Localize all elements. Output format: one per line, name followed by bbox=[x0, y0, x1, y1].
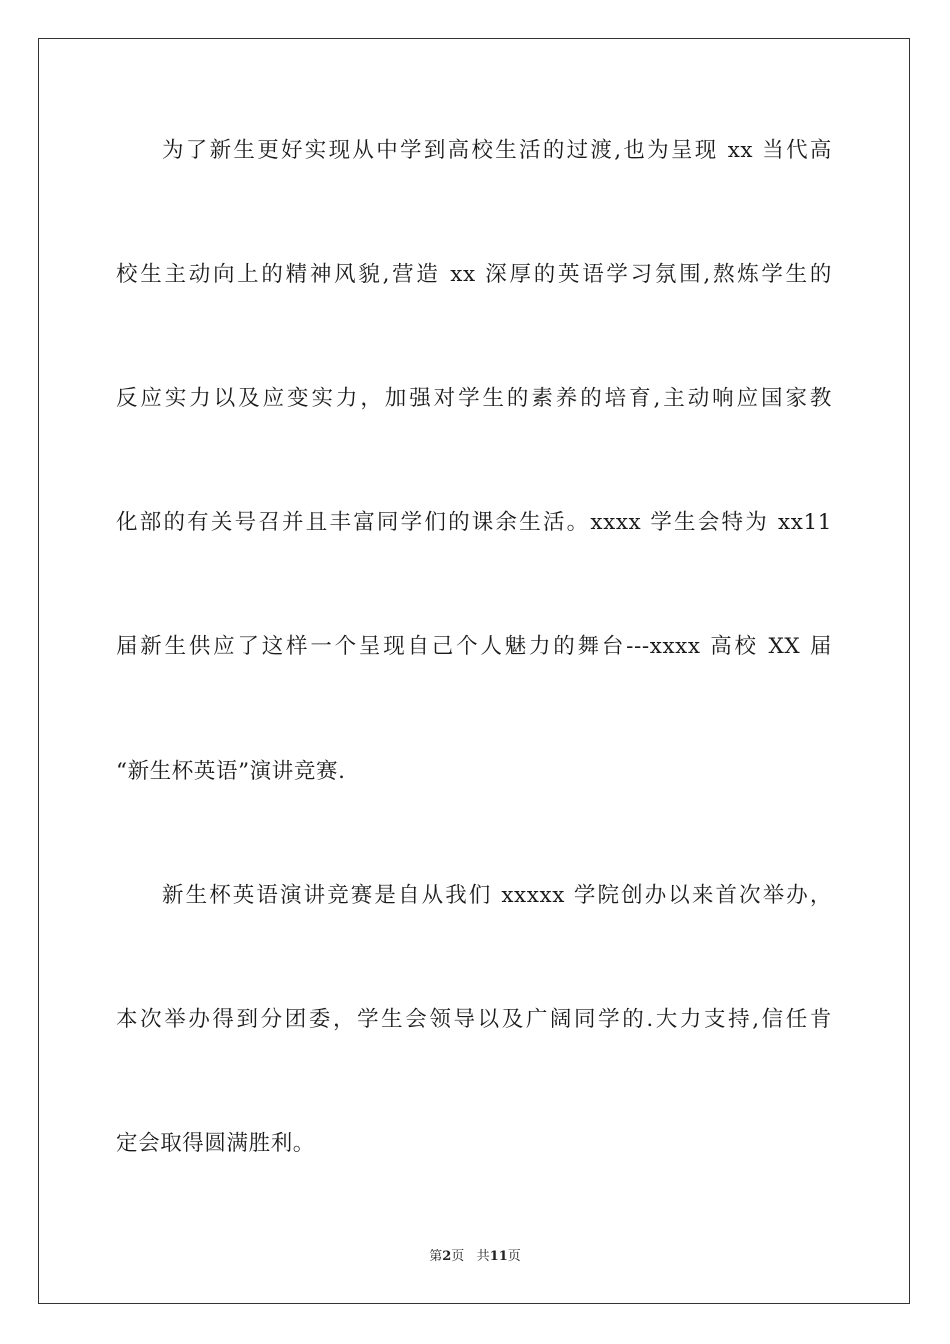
paragraph-1-line-1: 为了新生更好实现从中学到高校生活的过渡,也为呈现 xx 当代高 bbox=[162, 138, 832, 163]
paragraph-1-line-6: “新生杯英语”演讲竞赛. bbox=[116, 759, 346, 784]
total-suffix: 页 bbox=[507, 1249, 521, 1264]
paragraph-2-line-1: 新生杯英语演讲竞赛是自从我们 xxxxx 学院创办以来首次举办， bbox=[162, 883, 832, 908]
page-prefix: 第 bbox=[429, 1249, 443, 1264]
page-number: 2 bbox=[442, 1249, 452, 1264]
paragraph-1-line-2: 校生主动向上的精神风貌,营造 xx 深厚的英语学习氛围,熬炼学生的 bbox=[116, 262, 832, 287]
paragraph-2-line-3: 定会取得圆满胜利。 bbox=[116, 1131, 315, 1156]
page-border bbox=[38, 38, 910, 1304]
page-suffix: 页 bbox=[451, 1249, 465, 1264]
page-footer bbox=[0, 1248, 950, 1266]
paragraph-1-line-3: 反应实力以及应变实力，加强对学生的素养的培育,主动响应国家教 bbox=[116, 386, 832, 411]
total-prefix: 共 bbox=[476, 1249, 490, 1264]
total-pages: 11 bbox=[489, 1249, 508, 1264]
paragraph-1-line-5: 届新生供应了这样一个呈现自己个人魅力的舞台---xxxx 高校 XX 届 bbox=[116, 634, 832, 659]
paragraph-2-line-2: 本次举办得到分团委，学生会领导以及广阔同学的.大力支持,信任肯 bbox=[116, 1007, 832, 1032]
paragraph-1-line-4: 化部的有关号召并且丰富同学们的课余生活。xxxx 学生会特为 xx11 bbox=[116, 510, 832, 535]
